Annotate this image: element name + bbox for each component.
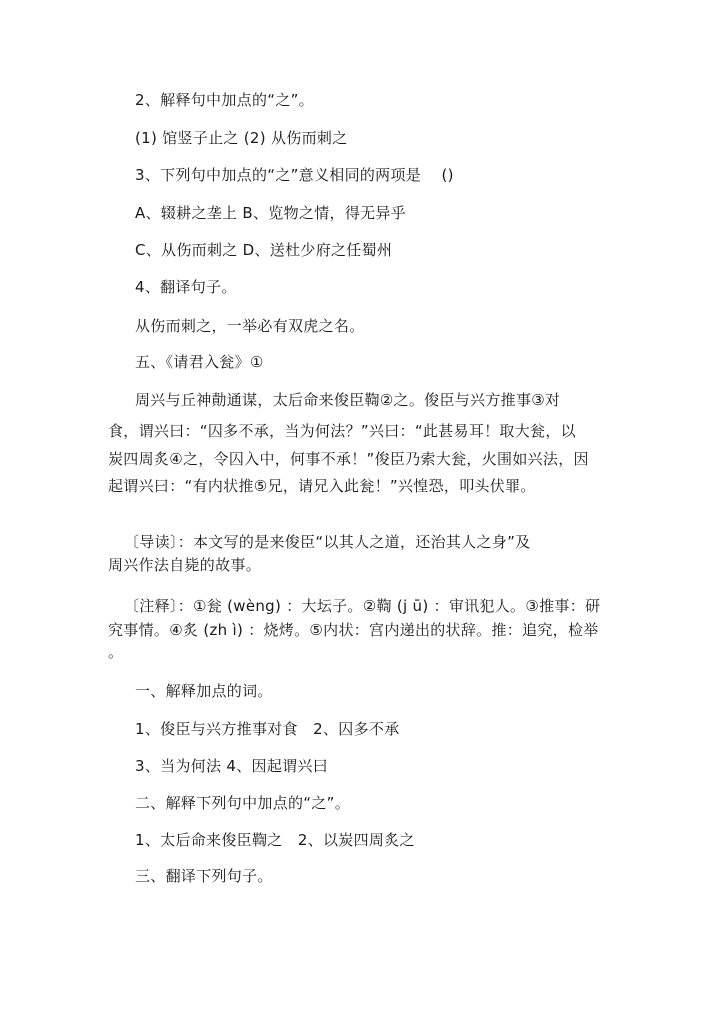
- question-4-heading: 4、翻译句子。: [135, 278, 237, 296]
- annotation-line-1: 〔注释〕：①瓮 (wèng) ：大坛子。②鞫 (j ū) ：审讯犯人。③推事：研: [124, 597, 601, 615]
- annotation-line-3: 。: [108, 643, 124, 661]
- question-3-options-cd: C、从伤而刺之 D、送杜少府之任蜀州: [135, 241, 393, 259]
- guide-reading-line-2: 周兴作法自毙的故事。: [108, 556, 262, 574]
- annotation-line-2: 究事情。④炙 (zh ì) ：烧烤。⑤内状：宫内递出的状辞。推：追究，检举: [108, 621, 599, 639]
- passage-line-1: 周兴与丘神勣通谋，太后命来俊臣鞫②之。俊臣与兴方推事③对: [135, 391, 561, 409]
- passage-line-3: 炭四周炙④之，令囚入中，何事不承！”俊臣乃索大瓮，火围如兴法，因: [108, 450, 589, 468]
- exercise-1-items-a: 1、俊臣与兴方推事对食 2、囚多不承: [135, 720, 400, 738]
- exercise-1-heading: 一、解释加点的词。: [135, 682, 273, 700]
- question-3-options-ab: A、辍耕之垄上 B、览物之情，得无异乎: [135, 204, 407, 222]
- passage-line-2: 食，谓兴曰：“囚多不承，当为何法？”兴曰：“此甚易耳！取大瓮，以: [108, 422, 576, 440]
- exercise-2-items: 1、太后命来俊臣鞫之 2、以炭四周炙之: [135, 831, 415, 849]
- question-2-items: (1) 馆竖子止之 (2) 从伤而刺之: [135, 129, 348, 147]
- exercise-3-heading: 三、翻译下列句子。: [135, 867, 273, 885]
- question-2-heading: 2、解释句中加点的“之”。: [135, 91, 314, 109]
- passage-line-4: 起谓兴曰：“有内状推⑤兄，请兄入此瓮！”兴惶恐，叩头伏罪。: [108, 477, 536, 495]
- section-5-title: 五、《请君入瓮》①: [135, 353, 264, 371]
- question-4-sentence: 从伤而刺之，一举必有双虎之名。: [135, 317, 365, 335]
- guide-reading-line-1: 〔导读〕：本文写的是来俊臣“以其人之道，还治其人之身”及: [124, 533, 531, 551]
- exercise-1-items-b: 3、当为何法 4、因起谓兴曰: [135, 757, 329, 775]
- exercise-2-heading: 二、解释下列句中加点的“之”。: [135, 794, 351, 812]
- question-3-heading: 3、下列句中加点的“之”意义相同的两项是 (): [135, 166, 454, 184]
